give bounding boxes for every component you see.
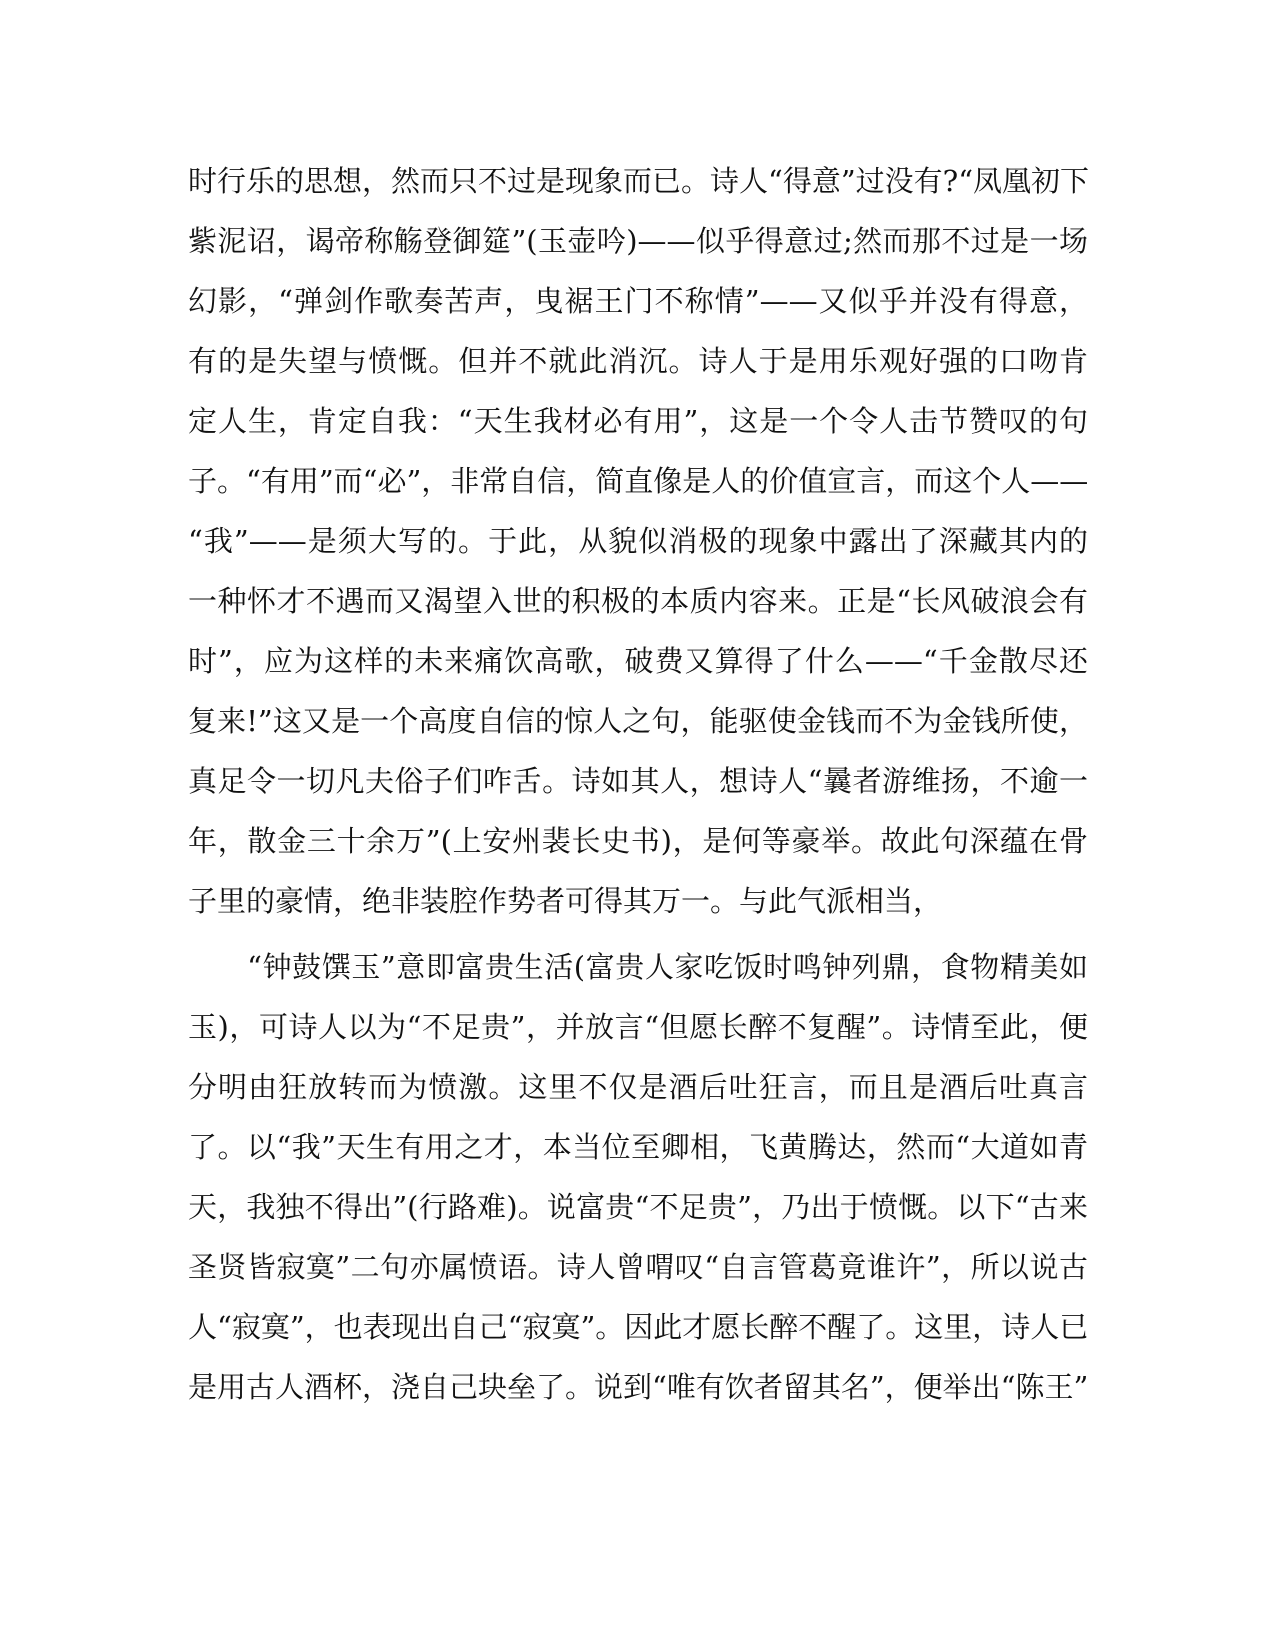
text-line: 玉)，可诗人以为“不足贵”，并放言“但愿长醉不复醒”。诗情至此，便 xyxy=(188,1010,1088,1044)
paragraph-first-line: “钟鼓馔玉”意即富贵生活(富贵人家吃饭时鸣钟列鼎，食物精美如 xyxy=(188,950,1088,984)
text-line: 定人生，肯定自我：“天生我材必有用”，这是一个令人击节赞叹的句 xyxy=(188,404,1088,438)
text-line: 一种怀才不遇而又渴望入世的积极的本质内容来。正是“长风破浪会有 xyxy=(188,584,1088,618)
text-line: 幻影，“弹剑作歌奏苦声，曳裾王门不称情”——又似乎并没有得意， xyxy=(188,284,1088,318)
text-line: “我”——是须大写的。于此，从貌似消极的现象中露出了深藏其内的 xyxy=(188,524,1088,558)
text-line: 紫泥诏，谒帝称觞登御筵”(玉壶吟)——似乎得意过;然而那不过是一场 xyxy=(188,224,1088,258)
text-line: 有的是失望与愤慨。但并不就此消沉。诗人于是用乐观好强的口吻肯 xyxy=(188,344,1088,378)
text-line: 人“寂寞”，也表现出自己“寂寞”。因此才愿长醉不醒了。这里，诗人已 xyxy=(188,1310,1089,1344)
text-line: 复来!”这又是一个高度自信的惊人之句，能驱使金钱而不为金钱所使， xyxy=(188,704,1088,738)
text-line: 年，散金三十余万”(上安州裴长史书)，是何等豪举。故此句深蕴在骨 xyxy=(188,824,1088,858)
text-line: 子里的豪情，绝非装腔作势者可得其万一。与此气派相当， xyxy=(188,884,943,918)
text-line: 子。“有用”而“必”，非常自信，简直像是人的价值宣言，而这个人—— xyxy=(188,464,1089,498)
text-line: 真足令一切凡夫俗子们咋舌。诗如其人，想诗人“曩者游维扬，不逾一 xyxy=(188,764,1088,798)
text-line: 圣贤皆寂寞”二句亦属愤语。诗人曾喟叹“自言管葛竟谁许”，所以说古 xyxy=(188,1250,1088,1284)
text-line: 时行乐的思想，然而只不过是现象而已。诗人“得意”过没有?“凤凰初下 xyxy=(188,164,1090,198)
text-line: 天，我独不得出”(行路难)。说富贵“不足贵”，乃出于愤慨。以下“古来 xyxy=(188,1190,1088,1224)
text-line: 是用古人酒杯，浇自己块垒了。说到“唯有饮者留其名”，便举出“陈王” xyxy=(188,1370,1089,1404)
text-line: 时”，应为这样的未来痛饮高歌，破费又算得了什么——“千金散尽还 xyxy=(188,644,1088,678)
text-line: 了。以“我”天生有用之才，本当位至卿相，飞黄腾达，然而“大道如青 xyxy=(188,1130,1088,1164)
text-line: 分明由狂放转而为愤激。这里不仅是酒后吐狂言，而且是酒后吐真言 xyxy=(188,1070,1088,1104)
